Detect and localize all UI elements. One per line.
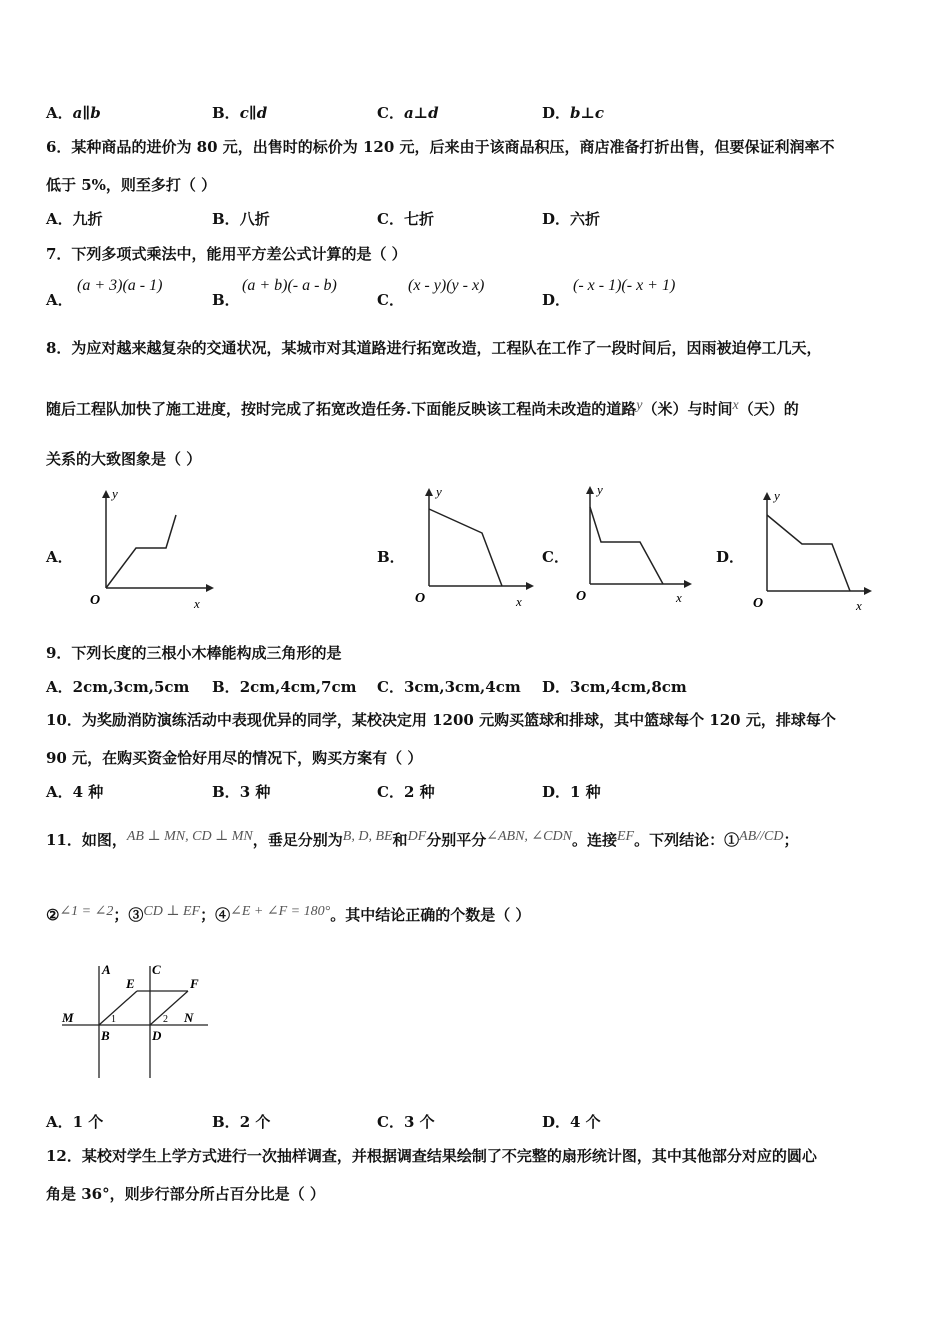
- option-label: B．: [212, 1113, 240, 1131]
- segment-be: [99, 991, 137, 1025]
- x-axis-arrow-icon: [206, 584, 214, 592]
- y-axis-arrow-icon: [586, 486, 594, 494]
- q11-text: 分别平分: [426, 831, 487, 849]
- option-label: A．: [46, 678, 73, 696]
- option-value: 1 个: [72, 1113, 104, 1131]
- angle-1-label: 1: [111, 1014, 116, 1025]
- q11-formula-ef: EF: [616, 829, 635, 844]
- y-label: y: [597, 482, 603, 497]
- q6-option-d[interactable]: [542, 208, 600, 229]
- q11-option-d[interactable]: [542, 1111, 601, 1132]
- q8-option-d-label[interactable]: D．: [716, 548, 745, 566]
- q11-stem-line-2: [46, 903, 530, 925]
- option-label: B．: [212, 783, 240, 801]
- point-a: A: [102, 962, 111, 977]
- x-label: x: [856, 598, 862, 613]
- graph-line: [767, 515, 850, 591]
- option-label: C．: [377, 1113, 404, 1131]
- y-axis-arrow-icon: [102, 490, 110, 498]
- q10-option-d[interactable]: [542, 781, 601, 802]
- y-axis-arrow-icon: [425, 488, 433, 496]
- point-n: N: [184, 1010, 194, 1025]
- q11-formula-angles: ∠ABN, ∠CDN: [486, 829, 572, 844]
- q9-option-c[interactable]: [377, 676, 521, 697]
- segment-df: [150, 991, 188, 1025]
- q11-option-c[interactable]: [377, 1111, 435, 1132]
- q11-text: ；: [783, 831, 799, 849]
- option-value: 3cm,4cm,8cm: [570, 678, 687, 696]
- option-value: 2 种: [403, 783, 435, 801]
- option-label: C．: [377, 678, 404, 696]
- option-value: a∥b: [72, 104, 101, 122]
- option-value: 3cm,3cm,4cm: [403, 678, 521, 696]
- q7-option-d-formula: (- x - 1)(- x + 1): [573, 277, 676, 294]
- point-m: M: [62, 1010, 74, 1025]
- q12-stem-line-2: 角是 36°，则步行部分所占百分比是（ ）: [46, 1185, 325, 1203]
- graph-line: [590, 507, 663, 584]
- q12-stem-line-1: 12．某校对学生上学方式进行一次抽样调查，并根据调查结果绘制了不完整的扇形统计图，其中其他部分对应的圆心: [46, 1147, 817, 1165]
- option-label: A．: [46, 104, 73, 122]
- q11-text: ；④: [200, 906, 231, 924]
- x-axis-arrow-icon: [684, 580, 692, 588]
- q8-graph-b[interactable]: [412, 482, 544, 612]
- option-value: 八折: [239, 210, 270, 228]
- origin-label: O: [576, 589, 587, 604]
- origin-label: O: [415, 591, 426, 606]
- option-label: C．: [377, 104, 404, 122]
- point-d: D: [152, 1028, 162, 1043]
- option-value: 3 种: [239, 783, 271, 801]
- q7-option-d-label[interactable]: D．: [542, 291, 571, 309]
- q11-conclusion-2: ∠1 = ∠2: [59, 904, 114, 919]
- q8-graph-d[interactable]: [750, 486, 882, 616]
- q8-text-b: （米）与时间: [642, 400, 733, 418]
- y-label: y: [436, 484, 442, 499]
- x-axis-arrow-icon: [526, 582, 534, 590]
- q11-formula-points: B, D, BE: [342, 829, 393, 844]
- option-label: A．: [46, 210, 73, 228]
- point-f: F: [190, 976, 199, 991]
- q7-option-c-label[interactable]: C．: [377, 291, 404, 309]
- q11-stem-line-1: [46, 828, 798, 850]
- option-label: D．: [542, 104, 571, 122]
- x-label: x: [676, 590, 682, 605]
- q9-option-a[interactable]: [46, 676, 189, 697]
- q8-stem-line-3: 关系的大致图象是（ ）: [46, 450, 202, 468]
- q9-option-d[interactable]: [542, 676, 687, 697]
- option-label: C．: [377, 210, 404, 228]
- origin-label: O: [753, 596, 764, 611]
- graph-line: [429, 509, 502, 586]
- q6-stem-line-2: 低于 5%，则至多打（ ）: [46, 176, 217, 194]
- q11-option-b[interactable]: [212, 1111, 270, 1132]
- q8-option-a-label[interactable]: A．: [46, 548, 73, 566]
- x-label: x: [516, 594, 522, 609]
- point-c: C: [152, 962, 161, 977]
- x-label: x: [194, 596, 200, 611]
- y-label: y: [112, 486, 118, 501]
- origin-label: O: [90, 593, 101, 608]
- q11-conclusion-3: CD ⊥ EF: [143, 904, 201, 919]
- q7-stem: 7．下列多项式乘法中，能用平方差公式计算的是（ ）: [46, 245, 407, 263]
- q8-option-c-label[interactable]: C．: [542, 548, 569, 566]
- q11-text: 。连接: [571, 831, 617, 849]
- q6-option-c[interactable]: [377, 208, 434, 229]
- q10-stem-line-2: 90 元，在购买资金恰好用尽的情况下，购买方案有（ ）: [46, 749, 423, 767]
- option-value: c∥d: [239, 104, 268, 122]
- option-value: 4 个: [570, 1113, 601, 1131]
- option-value: 1 种: [570, 783, 601, 801]
- option-value: 九折: [72, 210, 103, 228]
- q6-option-b[interactable]: [212, 208, 270, 229]
- q7-option-a-formula: (a + 3)(a - 1): [77, 277, 163, 294]
- option-label: B．: [212, 678, 240, 696]
- q8-stem-line-1: 8．为应对越来越复杂的交通状况，某城市对其道路进行拓宽改造，工程队在工作了一段时间后，因雨被迫停工几天，: [46, 339, 822, 357]
- q9-option-b[interactable]: [212, 676, 356, 697]
- option-value: b⊥c: [570, 104, 605, 122]
- q11-text: 。其中结论正确的个数是（ ）: [330, 906, 531, 924]
- q11-text: 和: [392, 831, 408, 849]
- option-label: D．: [542, 678, 571, 696]
- q8-text-a: 随后工程队加快了施工进度，按时完成了拓宽改造任务.下面能反映该工程尚未改造的道路: [46, 400, 637, 418]
- var-x: x: [732, 398, 739, 413]
- option-value: 七折: [403, 210, 434, 228]
- point-e: E: [126, 976, 135, 991]
- q11-formula-parallel: AB//CD: [739, 829, 784, 844]
- option-label: B．: [212, 210, 240, 228]
- q11-text: ②: [46, 906, 60, 924]
- option-label: D．: [542, 210, 571, 228]
- q5-option-c[interactable]: [377, 102, 439, 123]
- option-label: A．: [46, 783, 73, 801]
- q8-stem-line-2: [46, 398, 799, 419]
- x-axis-arrow-icon: [864, 587, 872, 595]
- q5-option-b[interactable]: [212, 102, 267, 123]
- q6-option-a[interactable]: [46, 208, 103, 229]
- angle-2-label: 2: [163, 1014, 168, 1025]
- q8-text-c: （天）的: [738, 400, 799, 418]
- q11-conclusion-4: ∠E + ∠F = 180°: [230, 904, 331, 919]
- q9-stem: 9．下列长度的三根小木棒能构成三角形的是: [46, 644, 342, 662]
- q7-option-b-formula: (a + b)(- a - b): [242, 277, 337, 294]
- option-value: 2cm,4cm,7cm: [239, 678, 357, 696]
- q8-graph-a[interactable]: [88, 484, 220, 614]
- q7-option-c-formula: (x - y)(y - x): [408, 277, 485, 294]
- q10-option-a[interactable]: [46, 781, 103, 802]
- q5-option-a[interactable]: [46, 102, 101, 123]
- q11-text: ；③: [113, 906, 144, 924]
- option-value: 4 种: [72, 783, 104, 801]
- q11-text: ，垂足分别为: [252, 831, 343, 849]
- option-label: D．: [542, 783, 571, 801]
- q11-formula-df: DF: [407, 829, 427, 844]
- q8-option-b-label[interactable]: B．: [377, 548, 405, 566]
- graph-line: [106, 515, 176, 588]
- q11-option-a[interactable]: [46, 1111, 103, 1132]
- q7-option-b-label[interactable]: B．: [212, 291, 240, 309]
- option-value: 2 个: [239, 1113, 271, 1131]
- y-label: y: [774, 488, 780, 503]
- q6-stem-line-1: 6．某种商品的进价为 80 元，出售时的标价为 120 元，后来由于该商品积压，商店准备打折出售，但要保证利润率不: [46, 138, 835, 156]
- option-label: A．: [46, 1113, 73, 1131]
- q11-figure: [58, 958, 218, 1082]
- q11-text: 11．如图，: [46, 831, 127, 849]
- option-value: 六折: [570, 210, 601, 228]
- q11-text: 。下列结论：①: [634, 831, 740, 849]
- option-value: 3 个: [403, 1113, 435, 1131]
- q10-stem-line-1: 10．为奖励消防演练活动中表现优异的同学，某校决定用 1200 元购买篮球和排球，其中篮球每个 120 元，排球每个: [46, 711, 836, 729]
- q10-option-b[interactable]: [212, 781, 270, 802]
- option-label: D．: [542, 1113, 571, 1131]
- point-b: B: [101, 1028, 110, 1043]
- option-label: C．: [377, 783, 404, 801]
- q8-graph-c[interactable]: [574, 480, 706, 610]
- var-y: y: [636, 398, 643, 413]
- q7-option-a-label[interactable]: A．: [46, 291, 73, 309]
- q11-formula-perpendicular: AB ⊥ MN, CD ⊥ MN: [126, 829, 253, 844]
- q10-option-c[interactable]: [377, 781, 435, 802]
- option-value: 2cm,3cm,5cm: [72, 678, 190, 696]
- option-label: B．: [212, 104, 240, 122]
- y-axis-arrow-icon: [763, 492, 771, 500]
- option-value: a⊥d: [403, 104, 439, 122]
- q5-option-d[interactable]: [542, 102, 604, 123]
